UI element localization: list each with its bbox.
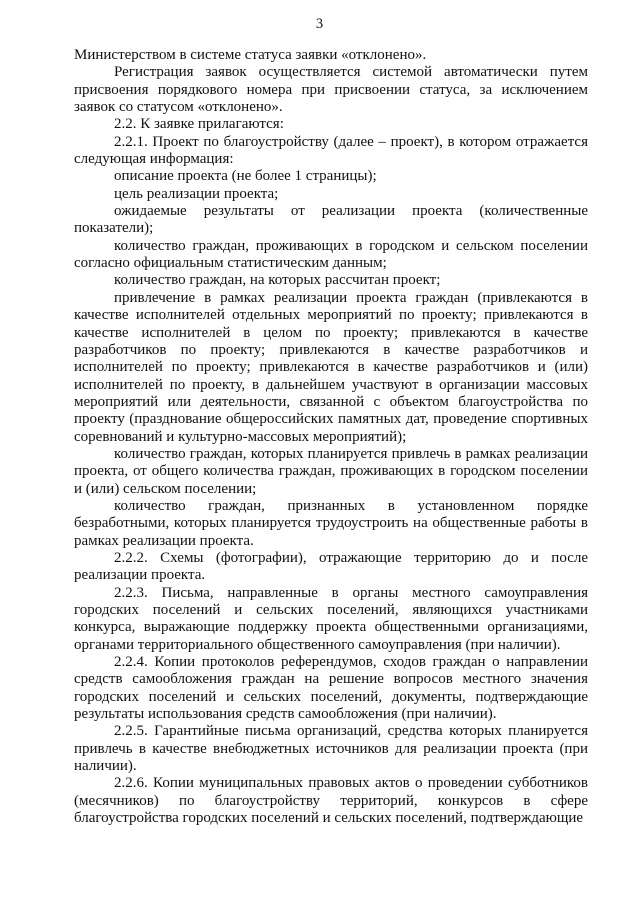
paragraph-2-2-2: 2.2.2. Схемы (фотографии), отражающие территорию до и после реализации проекта. [74, 549, 588, 584]
list-item-results: ожидаемые результаты от реализации проекта (количественные показатели); [74, 203, 588, 237]
paragraph-continuation: Министерством в системе статуса заявки «отклонено». [74, 47, 427, 63]
list-item-description: описание проекта (не более 1 страницы); [114, 168, 377, 185]
list-item-unemployed: количество граждан, признанных в установленном порядке безработными, которых планируется трудоустроить на общественные работы в рамках реализации проекта. [74, 497, 588, 549]
paragraph-2-2-6: 2.2.6. Копии муниципальных правовых актов о проведении субботников (месячников) по благоустройству территорий, конкурсов в сфере благоустройства городских поселений и сельских поселений, подтверждающие [74, 775, 588, 827]
list-item-involved-count: количество граждан, которых планируется привлечь в рамках реализации проекта, от общего количества граждан, проживающих в городском поселении и (или) сельском поселении; [74, 445, 588, 497]
page-number: 3 [315, 16, 324, 32]
paragraph-2-2-4: 2.2.4. Копии протоколов референдумов, сходов граждан о направлении средств самообложения граждан на решение вопросов местного значения городских поселений и сельских поселений, документы, подтверждающие результаты использования средств самообложения (при наличии). [74, 654, 588, 723]
paragraph-registration: Регистрация заявок осуществляется системой автоматически путем присвоения порядкового номера при присвоении статуса, за исключением заявок со статусом «отклонено». [74, 64, 588, 116]
paragraph-2-2-1: 2.2.1. Проект по благоустройству (далее – проект), в котором отражается следующая информация: [74, 133, 588, 168]
list-item-involvement: привлечение в рамках реализации проекта граждан (привлекаются в качестве исполнителей отдельных мероприятий по проекту; привлекаются в качестве исполнителей в целом по проекту; привлекаются в качестве разработчиков по проекту; привлекаются в качестве разработчиков и исполнителей по проекту; привлекаются в качестве разработчиков и (или) исполнителей по проекту, в дальнейшем участвуют в организации массовых мероприятий или деятельности, связанной с объектом благоустройства по проекту (празднование общероссийских памятных дат, проведение спортивных соревнований и культурно-массовых мероприятий); [74, 289, 588, 445]
section-heading-2-2: 2.2. К заявке прилагаются: [114, 116, 284, 133]
list-item-goal: цель реализации проекта; [114, 185, 279, 202]
list-item-beneficiaries: количество граждан, на которых рассчитан проект; [114, 272, 441, 289]
paragraph-2-2-5: 2.2.5. Гарантийные письма организаций, средства которых планируется привлечь в качестве внебюджетных источников для реализации проекта (при наличии). [74, 723, 588, 775]
list-item-residents: количество граждан, проживающих в городском и сельском поселении согласно официальным статистическим данным; [74, 237, 588, 272]
paragraph-2-2-3: 2.2.3. Письма, направленные в органы местного самоуправления городских поселений и сельских поселений, являющихся участниками конкурса, выражающие поддержку проекта общественными организациями, органами территориального общественного самоуправления (при наличии). [74, 584, 588, 653]
document-body [74, 47, 588, 827]
